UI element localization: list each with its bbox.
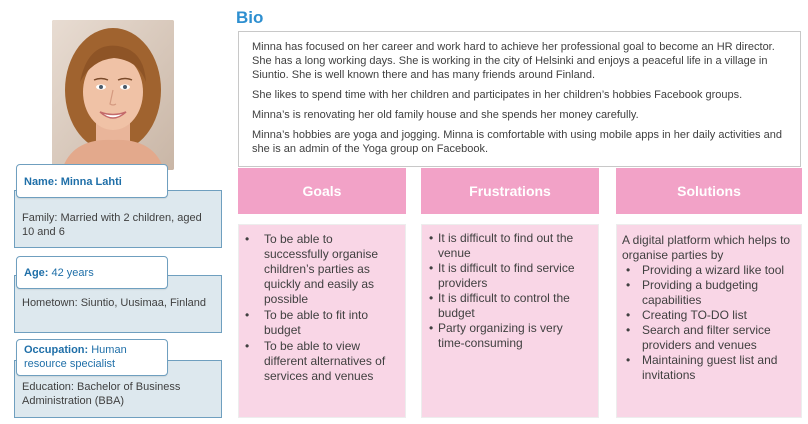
family-text: Family: Married with 2 children, aged 10 and 6: [22, 212, 202, 238]
frustration-item: • Party organizing is very time-consuming: [438, 321, 592, 351]
bio-box: [238, 31, 801, 167]
frustration-item: • It is difficult to control the budget: [438, 291, 592, 321]
education-text: Education: Bachelor of Business Administration (BBA): [22, 381, 181, 407]
bio-paragraph: She likes to spend time with her children and participates in her children’s hobbies Facebook groups.: [252, 89, 743, 101]
goal-item: • To be able to fit into budget: [264, 308, 399, 338]
bio-paragraph: Minna has focused on her career and work hard to achieve her professional goal to become an HR director. She has a long working days. She is working in the city of Helsinki and enjoys a peaceful life in a village in Siuntio. She is well known there and has many friends around Finland.: [252, 41, 775, 81]
bio-paragraph: Minna’s is renovating her old family house and she spends her money carefully.: [252, 109, 639, 121]
solutions-list: [617, 263, 801, 383]
occupation-label-key: Occupation:: [24, 344, 89, 356]
name-label-key: Name:: [24, 176, 58, 188]
goals-panel: [238, 224, 406, 418]
frustrations-header: Frustrations: [421, 168, 599, 214]
persona-portrait-image: [52, 20, 174, 170]
goals-list: [239, 225, 405, 384]
goals-header: Goals: [238, 168, 406, 214]
solution-item: • Search and filter service providers and venues: [642, 323, 797, 353]
solutions-intro: A digital platform which helps to organise parties by: [622, 233, 791, 262]
bio-paragraph: Minna’s hobbies are yoga and jogging. Minna is comfortable with using mobile apps in her daily activities and she is an admin of the Yoga group on Facebook.: [252, 129, 782, 155]
frustration-item: • It is difficult to find service providers: [438, 261, 592, 291]
age-label-key: Age:: [24, 267, 49, 279]
persona-photo: [52, 20, 174, 170]
solution-item: • Creating TO-DO list: [642, 308, 797, 323]
occupation-label: [16, 339, 168, 376]
persona-age: 42 years: [51, 267, 94, 279]
frustration-item: • It is difficult to find out the venue: [438, 231, 592, 261]
goal-item: • To be able to successfully organise children’s parties as quickly and easily as possible: [264, 232, 399, 307]
frustrations-panel: [421, 224, 599, 418]
solution-item: • Providing a budgeting capabilities: [642, 278, 797, 308]
solution-item: • Providing a wizard like tool: [642, 263, 797, 278]
solutions-panel: [616, 224, 802, 418]
hometown-text: Hometown: Siuntio, Uusimaa, Finland: [22, 297, 207, 309]
solution-item: • Maintaining guest list and invitations: [642, 353, 797, 383]
bio-title: Bio: [236, 8, 264, 27]
frustrations-list: [422, 225, 598, 351]
age-label: [16, 256, 168, 289]
name-label: [16, 164, 168, 198]
persona-occupation: Human resource specialist: [24, 344, 127, 370]
solutions-header: Solutions: [616, 168, 802, 214]
persona-name: Minna Lahti: [60, 176, 122, 188]
goal-item: • To be able to view different alternatives of services and venues: [264, 339, 399, 384]
